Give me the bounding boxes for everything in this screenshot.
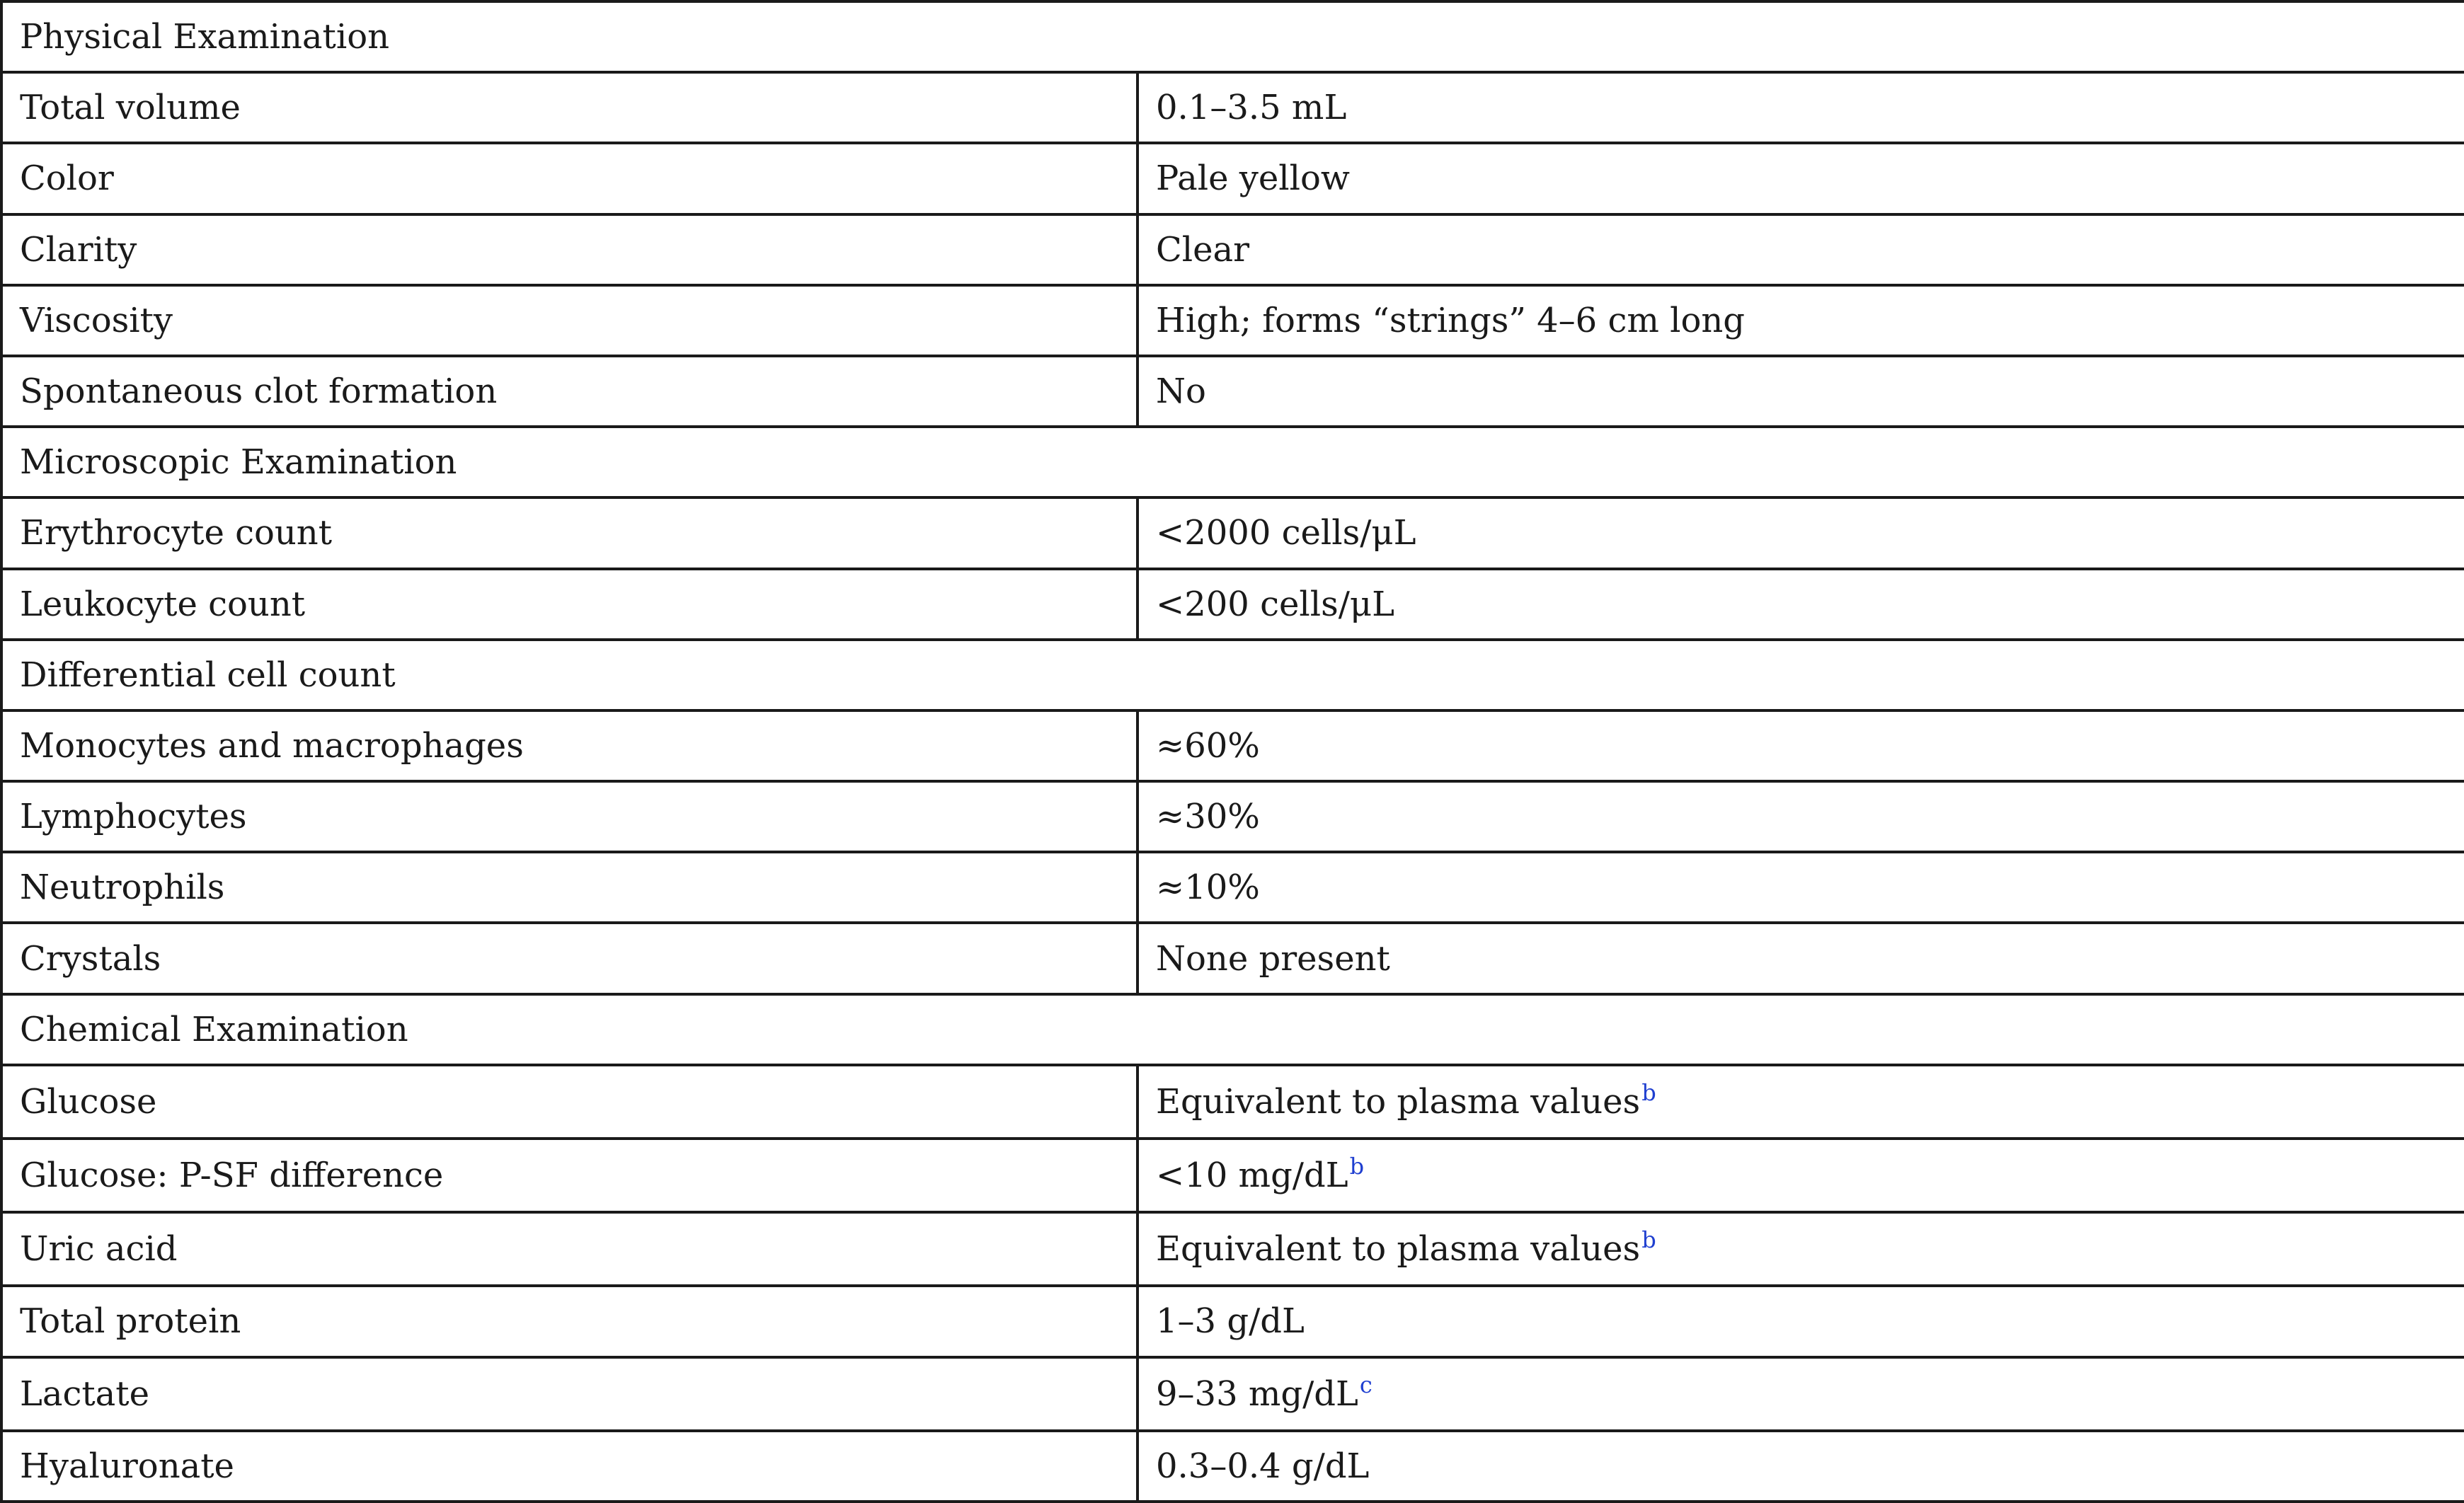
row-label: Color [1, 143, 1138, 214]
value-text: <200 cells/μL [1156, 584, 1394, 624]
table-row [1, 923, 2464, 994]
row-label: Leukocyte count [1, 569, 1138, 640]
row-value [1138, 1139, 2464, 1212]
table-row [1, 1431, 2464, 1502]
row-value [1138, 852, 2464, 923]
table-row [1, 781, 2464, 852]
value-text: ≈10% [1156, 868, 1260, 908]
table-row [1, 72, 2464, 143]
section-header-row [1, 427, 2464, 497]
row-label: Monocytes and macrophages [1, 710, 1138, 781]
table-row [1, 569, 2464, 640]
row-label: Lactate [1, 1357, 1138, 1431]
value-text: No [1156, 372, 1206, 412]
section-header-row [1, 994, 2464, 1065]
row-label: Glucose [1, 1065, 1138, 1139]
value-text: 0.3–0.4 g/dL [1156, 1446, 1370, 1486]
row-value [1138, 1065, 2464, 1139]
row-value [1138, 143, 2464, 214]
value-text: 0.1–3.5 mL [1156, 88, 1347, 128]
section-header-row [1, 640, 2464, 710]
value-text: 1–3 g/dL [1156, 1301, 1305, 1342]
section-title: Physical Examination [1, 1, 2464, 72]
table-row [1, 1212, 2464, 1286]
row-label: Clarity [1, 214, 1138, 285]
footnote-link[interactable]: b [1349, 1153, 1365, 1180]
table-row [1, 1065, 2464, 1139]
footnote-link[interactable]: b [1641, 1078, 1656, 1106]
row-value [1138, 214, 2464, 285]
section-title: Chemical Examination [1, 994, 2464, 1065]
row-label: Hyaluronate [1, 1431, 1138, 1502]
value-text: High; forms “strings” 4–6 cm long [1156, 300, 1746, 340]
table-row [1, 1357, 2464, 1431]
table-row [1, 214, 2464, 285]
section-title: Microscopic Examination [1, 427, 2464, 497]
row-value [1138, 781, 2464, 852]
row-label: Spontaneous clot formation [1, 356, 1138, 427]
value-text: 9–33 mg/dL [1156, 1374, 1358, 1414]
value-text: None present [1156, 938, 1390, 979]
table-row [1, 356, 2464, 427]
table-row [1, 710, 2464, 781]
row-value [1138, 710, 2464, 781]
row-value [1138, 72, 2464, 143]
value-text: <10 mg/dL [1156, 1156, 1348, 1196]
table-row [1, 497, 2464, 568]
row-value [1138, 1357, 2464, 1431]
row-label: Lymphocytes [1, 781, 1138, 852]
row-label: Uric acid [1, 1212, 1138, 1286]
section-header-row [1, 1, 2464, 72]
value-text: <2000 cells/μL [1156, 513, 1416, 553]
row-value [1138, 356, 2464, 427]
row-value [1138, 1286, 2464, 1357]
row-value [1138, 1431, 2464, 1502]
row-label: Erythrocyte count [1, 497, 1138, 568]
footnote-link[interactable]: b [1641, 1226, 1656, 1254]
row-label: Crystals [1, 923, 1138, 994]
table-row [1, 852, 2464, 923]
table-row [1, 1139, 2464, 1212]
table-row [1, 143, 2464, 214]
value-text: ≈60% [1156, 725, 1260, 766]
value-text: Pale yellow [1156, 159, 1350, 199]
footnote-link[interactable]: c [1359, 1371, 1373, 1398]
row-label: Glucose: P-SF difference [1, 1139, 1138, 1212]
section-title: Differential cell count [1, 640, 2464, 710]
value-text: Equivalent to plasma values [1156, 1081, 1641, 1122]
row-value [1138, 1212, 2464, 1286]
table-row [1, 285, 2464, 356]
row-value [1138, 923, 2464, 994]
row-value [1138, 569, 2464, 640]
value-text: Equivalent to plasma values [1156, 1229, 1641, 1269]
row-label: Viscosity [1, 285, 1138, 356]
table-row [1, 1286, 2464, 1357]
value-text: Clear [1156, 229, 1250, 270]
row-label: Total volume [1, 72, 1138, 143]
row-label: Neutrophils [1, 852, 1138, 923]
row-label: Total protein [1, 1286, 1138, 1357]
value-text: ≈30% [1156, 797, 1260, 837]
row-value [1138, 285, 2464, 356]
row-value [1138, 497, 2464, 568]
